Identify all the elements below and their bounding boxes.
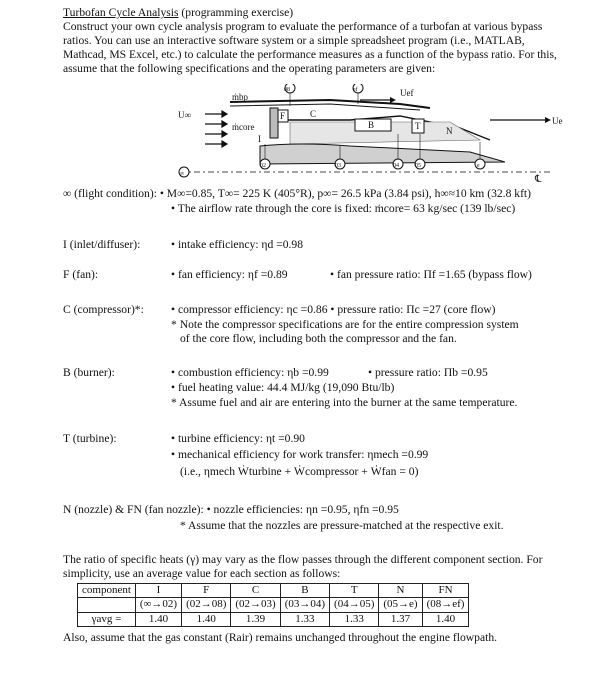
m-bp-label: ṁbp (232, 92, 249, 102)
label-N: N (446, 126, 453, 136)
compressor-note-1: * Note the compressor specifications are for the entire compression system (171, 318, 519, 331)
gamma-value-row (78, 612, 469, 626)
gamma-table (77, 583, 469, 627)
intro-paragraph: Construct your own cycle analysis program to evaluate the performance of a turbofan at various bypass ratios. You can use an interactive software system or a simple spreadsheet program (i.e., MATLAB, Mathcad, MS Excel, etc.) to calculate the performance measures as a function of the bypass ratio. For this, assume that the following specifications and the operating parameters are given: (63, 20, 557, 76)
col-range: (05→e) (379, 598, 422, 612)
compressor-note-2: of the core flow, including both the compressor and the fan. (180, 332, 457, 345)
burner-pressure-ratio: • pressure ratio: Πb =0.95 (368, 366, 488, 379)
core-exhaust-arrowhead (545, 117, 551, 123)
fan-label: F (fan): (63, 268, 99, 281)
bypass-exhaust-arrowhead (390, 97, 396, 103)
gamma-value: 1.37 (379, 612, 422, 626)
u-ef-label: Uef (400, 88, 414, 98)
component-header: component (78, 584, 136, 598)
gas-constant-note: Also, assume that the gas constant (Rair) remains unchanged throughout the engine flowpath. (63, 631, 498, 644)
burner-assumption: * Assume fuel and air are entering into the burner at the same temperature. (171, 396, 518, 409)
fuel-heating-value: • fuel heating value: 44.4 MJ/kg (19,090 Btu/lb) (171, 381, 395, 394)
label-F: F (280, 111, 286, 121)
label-I: I (258, 134, 261, 144)
col-name: FN (422, 584, 469, 598)
u-e-label: Ue (552, 116, 563, 126)
nozzle-assumption: * Assume that the nozzles are pressure-matched at the respective exit. (180, 519, 504, 532)
work-balance: (i.e., ηmech Ẇturbine + Ẇcompressor + Ẇfan = 0) (180, 465, 419, 478)
station-03: 03 (335, 163, 341, 169)
burner-efficiency: • combustion efficiency: ηb =0.99 (171, 366, 329, 379)
gamma-header-row (78, 584, 469, 598)
label-C: C (310, 109, 317, 119)
document-header (63, 6, 563, 20)
station-ef: ef (353, 87, 358, 93)
col-range: (03→04) (280, 598, 329, 612)
turbine-efficiency: • turbine efficiency: ηt =0.90 (171, 432, 305, 445)
col-name: C (231, 584, 280, 598)
col-range: (04→05) (330, 598, 379, 612)
col-name: T (330, 584, 379, 598)
col-range: (02→03) (231, 598, 280, 612)
nozzle-line: N (nozzle) & FN (fan nozzle): • nozzle efficiencies: ηn =0.95, ηfn =0.95 (63, 503, 399, 516)
inlet-efficiency: • intake efficiency: ηd =0.98 (171, 238, 304, 251)
gamma-intro: The ratio of specific heats (γ) may vary as the flow passes through the different component section. For simplicity, use an average value for each section as follows: (63, 553, 543, 581)
col-range: (02→08) (182, 598, 231, 612)
gamma-avg-label: γavg = (78, 612, 136, 626)
flight-condition: ∞ (flight condition): • M∞=0.85, T∞= 225 K (405°R), p∞= 26.5 kPa (3.84 psi), h∞≈10 km (32.8 kft) (63, 187, 532, 200)
col-name: N (379, 584, 422, 598)
burner-label: B (burner): (63, 366, 115, 379)
station-e: e (477, 163, 480, 169)
mechanical-efficiency: • mechanical efficiency for work transfer: ηmech =0.99 (171, 448, 429, 461)
nacelle-inner (230, 104, 420, 110)
m-core-label: ṁcore (232, 122, 255, 132)
gamma-value: 1.33 (280, 612, 329, 626)
gamma-value: 1.33 (330, 612, 379, 626)
gamma-value: 1.40 (135, 612, 181, 626)
station-08: 08 (284, 87, 290, 93)
gamma-value: 1.40 (422, 612, 469, 626)
col-range: (∞→02) (135, 598, 181, 612)
gamma-value: 1.39 (231, 612, 280, 626)
turbofan-diagram (150, 84, 570, 184)
fan-efficiency: • fan efficiency: ηf =0.89 (171, 268, 288, 281)
station-02: 02 (260, 163, 266, 169)
turbine-label: T (turbine): (63, 432, 117, 445)
station-05: 05 (415, 163, 421, 169)
engine-hub (260, 144, 505, 164)
station-04: 04 (393, 163, 399, 169)
label-B: B (368, 120, 375, 130)
document-title: Turbofan Cycle Analysis (63, 6, 179, 19)
col-range: (08→ef) (422, 598, 469, 612)
fan-pressure-ratio: • fan pressure ratio: Πf =1.65 (bypass flow) (330, 268, 532, 281)
fan-blade (270, 108, 278, 138)
compressor-label: C (compressor)*: (63, 303, 144, 316)
inlet-flow-arrows (205, 111, 227, 147)
gamma-value: 1.40 (182, 612, 231, 626)
centerline-symbol: ℄ (535, 174, 542, 184)
col-name: F (182, 584, 231, 598)
u-inf-label: U∞ (178, 110, 191, 120)
inlet-label: I (inlet/diffuser): (63, 238, 141, 251)
core-airflow: • The airflow rate through the core is fixed: ṁcore= 63 kg/sec (139 lb/sec) (171, 202, 516, 215)
col-name: I (135, 584, 181, 598)
compressor-efficiency: • compressor efficiency: ηc =0.86 • pressure ratio: Πc =27 (core flow) (171, 303, 496, 316)
gamma-range-row (78, 598, 469, 612)
station-inf: ∞ (180, 171, 185, 177)
col-name: B (280, 584, 329, 598)
title-suffix: (programming exercise) (178, 6, 294, 19)
label-T: T (415, 121, 421, 131)
